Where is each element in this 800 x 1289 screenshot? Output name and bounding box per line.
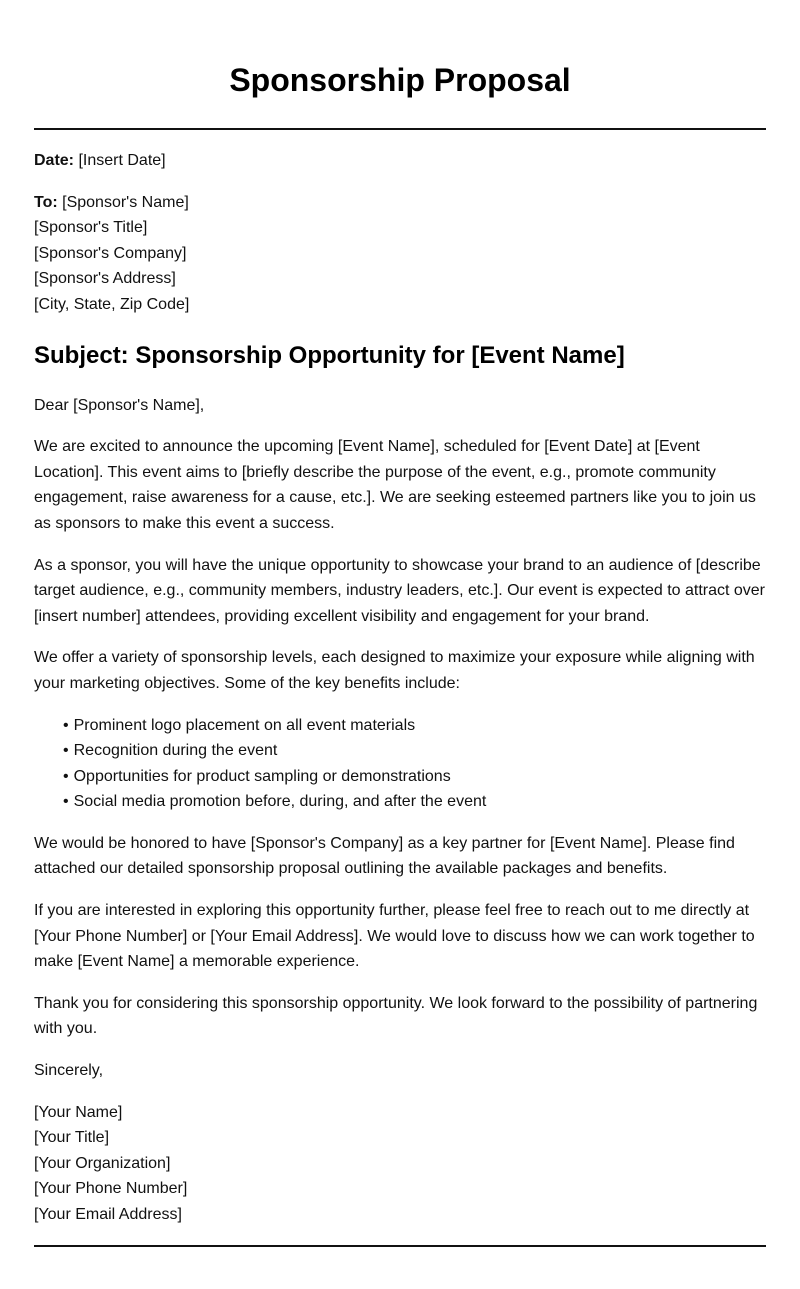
recipient-company: [Sponsor's Company] (34, 244, 187, 262)
recipient-name-line (34, 190, 766, 216)
list-item: • Recognition during the event (63, 738, 766, 764)
closing: Sincerely, (34, 1062, 104, 1080)
subject-heading: Subject: Sponsorship Opportunity for [Event Name] (34, 341, 625, 369)
date-value: [Insert Date] (78, 152, 166, 169)
benefits-list (34, 713, 766, 815)
bottom-divider (34, 1245, 766, 1247)
list-item: • Opportunities for product sampling or demonstrations (63, 764, 766, 790)
date-line (34, 148, 766, 174)
signature-phone: [Your Phone Number] (34, 1180, 188, 1198)
list-item: • Prominent logo placement on all event materials (63, 713, 766, 739)
signature-email: [Your Email Address] (34, 1206, 182, 1223)
paragraph-levels: We offer a variety of sponsorship levels, each designed to maximize your exposure while aligning with your marketing objectives. Some of the key benefits include: (34, 649, 755, 692)
paragraph-intro: We are excited to announce the upcoming [Event Name], scheduled for [Event Date] at [Event Location]. This event aims to [briefly describe the purpose of the event, e.g., promote community engagement, raise awareness for a cause, etc.]. We are seeking esteemed partners like you to join us as sponsors to make this event a success. (34, 438, 756, 532)
recipient-name: [Sponsor's Name] (62, 193, 189, 211)
signature-name: [Your Name] (34, 1103, 123, 1121)
recipient-city-state-zip: [City, State, Zip Code] (34, 295, 190, 313)
paragraph-thanks: Thank you for considering this sponsorship opportunity. We look forward to the possibility of partnering with you. (34, 994, 758, 1038)
paragraph-audience: As a sponsor, you will have the unique opportunity to showcase your brand to an audience of [describe target audience, e.g., community members, industry leaders, etc.]. Our event is expected to attract over [insert number] attendees, providing excellent visibility and engagement for your brand. (34, 556, 766, 625)
signature-block (34, 1100, 766, 1228)
paragraph-contact: If you are interested in exploring this opportunity further, please feel free to reach out to me directly at [Your Phone Number] or [Your Email Address]. We would love to discuss how we can work together to make [Event Name] a memorable experience. (34, 902, 755, 971)
document-title: Sponsorship Proposal (229, 62, 571, 98)
paragraph-partner: We would be honored to have [Sponsor's Company] as a key partner for [Event Name]. Please find attached our detailed sponsorship proposal outlining the available packages and benefits. (34, 834, 735, 878)
top-divider (34, 128, 766, 130)
list-item: • Social media promotion before, during, and after the event (63, 789, 766, 815)
signature-title: [Your Title] (34, 1129, 110, 1147)
recipient-block (34, 190, 766, 318)
signature-organization: [Your Organization] (34, 1154, 171, 1172)
recipient-title: [Sponsor's Title] (34, 219, 148, 237)
salutation: Dear [Sponsor's Name], (34, 396, 205, 414)
to-label: To: (34, 193, 58, 211)
date-label: Date: (34, 152, 75, 169)
recipient-address: [Sponsor's Address] (34, 270, 176, 288)
